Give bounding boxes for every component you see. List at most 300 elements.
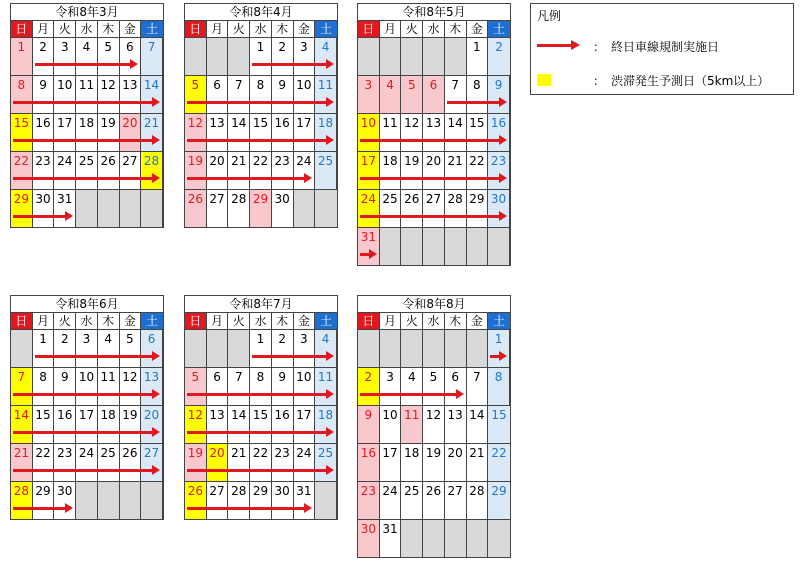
lane-restriction-arrow-icon (360, 177, 501, 180)
day-number: 23 (274, 154, 290, 168)
day-number: 16 (490, 116, 507, 130)
day-cell (401, 482, 423, 519)
weekday-label: 金 (467, 313, 489, 329)
day-number: 24 (296, 446, 312, 460)
day-number: 13 (209, 116, 225, 130)
day-cell (141, 330, 163, 367)
day-number: 3 (364, 78, 373, 92)
day-number: 17 (382, 446, 398, 460)
day-number: 15 (252, 116, 269, 130)
day-number: 16 (57, 408, 73, 422)
day-cell (228, 406, 250, 443)
calendar-title: 令和8年3月 (11, 4, 163, 21)
day-number: 12 (187, 408, 203, 422)
day-cell (401, 444, 423, 481)
day-cell (98, 114, 120, 151)
weekday-label: 水 (76, 21, 98, 37)
day-cell (33, 368, 55, 405)
day-number: 10 (78, 370, 95, 384)
day-number: 21 (469, 446, 485, 460)
day-cell (380, 76, 402, 113)
day-number: 8 (473, 78, 481, 92)
day-cell (141, 444, 163, 481)
week-row (11, 152, 163, 190)
day-number: 5 (429, 370, 438, 384)
week-row (185, 330, 337, 368)
day-number: 11 (382, 116, 398, 130)
day-number: 29 (469, 192, 485, 206)
day-number: 6 (213, 370, 221, 384)
day-cell (141, 76, 163, 113)
day-cell (358, 228, 380, 265)
day-cell (467, 38, 489, 75)
day-number: 9 (278, 78, 286, 92)
day-number: 5 (407, 78, 416, 92)
day-cell (228, 330, 250, 367)
day-cell (207, 330, 229, 367)
day-number: 27 (122, 154, 138, 168)
day-cell (120, 406, 142, 443)
day-cell (141, 114, 163, 151)
day-cell (380, 520, 402, 557)
day-cell (120, 38, 142, 75)
day-cell (250, 444, 272, 481)
day-number: 20 (143, 408, 160, 422)
day-number: 31 (360, 230, 376, 244)
day-number: 16 (274, 408, 290, 422)
day-number: 1 (256, 332, 265, 346)
day-cell (358, 76, 380, 113)
week-row (358, 38, 510, 76)
day-number: 4 (321, 332, 330, 346)
day-cell (445, 114, 467, 151)
day-cell (207, 114, 229, 151)
day-cell (207, 482, 229, 519)
day-number: 9 (494, 78, 503, 92)
day-number: 2 (278, 40, 286, 54)
day-cell (488, 368, 510, 405)
day-number: 14 (13, 408, 29, 422)
day-number: 25 (404, 484, 420, 498)
arrow-icon (537, 44, 573, 47)
day-cell (315, 38, 337, 75)
day-cell (54, 330, 76, 367)
day-cell (358, 152, 380, 189)
day-number: 11 (317, 78, 334, 92)
weekday-label: 月 (207, 313, 229, 329)
day-number: 20 (447, 446, 463, 460)
day-number: 19 (187, 154, 203, 168)
week-row (358, 76, 510, 114)
week-row (11, 190, 163, 227)
day-cell (294, 38, 316, 75)
day-number: 6 (126, 40, 134, 54)
day-number: 4 (82, 40, 91, 54)
day-number: 14 (143, 78, 160, 92)
day-number: 29 (13, 192, 29, 206)
calendar-month (184, 3, 338, 228)
day-cell (207, 152, 229, 189)
day-cell (76, 190, 98, 227)
day-cell (358, 114, 380, 151)
weekday-label: 月 (380, 313, 402, 329)
week-row (185, 152, 337, 190)
legend (530, 3, 794, 95)
day-cell (445, 190, 467, 227)
day-cell (207, 368, 229, 405)
day-number: 27 (447, 484, 463, 498)
lane-restriction-arrow-icon (13, 177, 154, 180)
day-number: 19 (425, 446, 442, 460)
day-number: 5 (104, 40, 112, 54)
day-cell (98, 152, 120, 189)
day-number: 20 (209, 446, 225, 460)
day-number: 6 (147, 332, 156, 346)
day-cell (54, 190, 76, 227)
day-cell (272, 114, 294, 151)
lane-restriction-arrow-icon (187, 469, 328, 472)
day-number: 11 (317, 370, 334, 384)
week-row (358, 152, 510, 190)
day-cell (423, 520, 445, 557)
day-cell (54, 38, 76, 75)
day-number: 30 (490, 192, 507, 206)
weekday-label: 金 (120, 313, 142, 329)
week-row (185, 190, 337, 227)
week-row (185, 76, 337, 114)
day-cell (272, 190, 294, 227)
lane-restriction-arrow-icon (187, 393, 328, 396)
weekday-header (358, 21, 510, 38)
day-cell (98, 76, 120, 113)
day-number: 28 (231, 192, 247, 206)
day-cell (423, 482, 445, 519)
weekday-label: 土 (488, 21, 510, 37)
week-row (185, 482, 337, 519)
day-number: 12 (404, 116, 420, 130)
day-number: 4 (104, 332, 112, 346)
day-number: 28 (143, 154, 160, 168)
day-cell (358, 190, 380, 227)
day-number: 9 (60, 370, 69, 384)
day-cell (294, 152, 316, 189)
day-cell (445, 38, 467, 75)
day-cell (76, 114, 98, 151)
day-cell (228, 190, 250, 227)
day-cell (380, 38, 402, 75)
week-row (185, 444, 337, 482)
day-cell (467, 76, 489, 113)
day-cell (54, 368, 76, 405)
day-cell (11, 444, 33, 481)
week-row (358, 482, 510, 520)
day-cell (488, 228, 510, 265)
lane-restriction-arrow-icon (187, 177, 306, 180)
day-number: 4 (386, 78, 394, 92)
weekday-label: 火 (228, 21, 250, 37)
day-cell (33, 76, 55, 113)
day-number: 13 (209, 408, 225, 422)
day-number: 5 (126, 332, 134, 346)
day-number: 26 (100, 154, 116, 168)
day-number: 13 (143, 370, 160, 384)
day-number: 16 (35, 116, 51, 130)
lane-restriction-arrow-icon (13, 215, 67, 218)
lane-restriction-arrow-icon (13, 101, 154, 104)
day-number: 24 (360, 192, 376, 206)
day-cell (120, 76, 142, 113)
day-cell (315, 76, 337, 113)
lane-restriction-arrow-icon (13, 139, 154, 142)
day-cell (228, 152, 250, 189)
weekday-label: 月 (207, 21, 229, 37)
day-cell (315, 114, 337, 151)
day-cell (380, 406, 402, 443)
day-number: 8 (256, 370, 265, 384)
day-number: 4 (321, 40, 330, 54)
day-number: 11 (100, 370, 116, 384)
weekday-label: 水 (250, 21, 272, 37)
day-number: 13 (447, 408, 463, 422)
day-cell (272, 368, 294, 405)
day-number: 7 (234, 370, 243, 384)
yellow-swatch-icon (537, 74, 551, 86)
day-cell (120, 114, 142, 151)
day-number: 17 (296, 408, 312, 422)
day-cell (228, 76, 250, 113)
day-cell (228, 444, 250, 481)
day-number: 19 (404, 154, 420, 168)
day-number: 18 (317, 116, 334, 130)
weekday-header (185, 21, 337, 38)
weekday-label: 水 (423, 21, 445, 37)
day-number: 7 (17, 370, 26, 384)
day-cell (33, 330, 55, 367)
day-number: 6 (451, 370, 459, 384)
legend-arrow-label: ： 終日車線規制実施日 (593, 40, 720, 54)
weekday-label: 木 (98, 313, 120, 329)
day-number: 12 (187, 116, 203, 130)
day-cell (294, 330, 316, 367)
day-cell (98, 38, 120, 75)
day-cell (33, 152, 55, 189)
week-row (358, 520, 510, 557)
week-row (11, 444, 163, 482)
day-cell (185, 76, 207, 113)
day-cell (98, 406, 120, 443)
day-number: 3 (300, 332, 308, 346)
day-cell (250, 190, 272, 227)
day-number: 3 (386, 370, 394, 384)
calendar-title: 令和8年7月 (185, 296, 337, 313)
day-cell (294, 406, 316, 443)
day-cell (467, 444, 489, 481)
day-cell (401, 368, 423, 405)
weekday-label: 日 (11, 313, 33, 329)
day-number: 1 (17, 40, 26, 54)
day-number: 24 (296, 154, 312, 168)
day-cell (11, 38, 33, 75)
weekday-label: 火 (54, 313, 76, 329)
day-number: 18 (382, 154, 398, 168)
day-number: 28 (13, 484, 29, 498)
day-cell (185, 482, 207, 519)
day-cell (423, 368, 445, 405)
day-number: 20 (425, 154, 442, 168)
day-cell (380, 114, 402, 151)
calendar-month (10, 295, 164, 520)
day-number: 9 (39, 78, 47, 92)
day-cell (33, 482, 55, 519)
day-number: 6 (429, 78, 438, 92)
day-cell (467, 152, 489, 189)
day-number: 17 (78, 408, 95, 422)
day-number: 7 (234, 78, 243, 92)
lane-restriction-arrow-icon (252, 355, 328, 358)
day-number: 5 (191, 370, 200, 384)
day-cell (76, 76, 98, 113)
day-number: 11 (78, 78, 95, 92)
day-cell (401, 406, 423, 443)
lane-restriction-arrow-icon (490, 355, 501, 358)
day-number: 5 (191, 78, 200, 92)
weekday-label: 日 (185, 21, 207, 37)
weekday-label: 火 (228, 313, 250, 329)
day-number: 9 (364, 408, 373, 422)
day-cell (401, 114, 423, 151)
day-number: 10 (360, 116, 376, 130)
day-cell (445, 76, 467, 113)
day-cell (401, 520, 423, 557)
day-cell (98, 190, 120, 227)
day-cell (120, 190, 142, 227)
day-cell (11, 114, 33, 151)
day-cell (272, 76, 294, 113)
day-cell (294, 482, 316, 519)
day-cell (54, 152, 76, 189)
day-cell (294, 114, 316, 151)
day-cell (141, 406, 163, 443)
day-cell (185, 330, 207, 367)
day-cell (141, 482, 163, 519)
week-row (185, 368, 337, 406)
day-number: 1 (39, 332, 47, 346)
day-number: 8 (494, 370, 503, 384)
day-number: 1 (473, 40, 481, 54)
day-cell (423, 406, 445, 443)
week-row (358, 444, 510, 482)
day-number: 30 (35, 192, 51, 206)
day-cell (423, 190, 445, 227)
legend-yellow-label: ： 渋滞発生予測日（5km以上） (593, 74, 770, 88)
weekday-label: 土 (141, 21, 163, 37)
day-cell (294, 76, 316, 113)
week-row (358, 114, 510, 152)
day-cell (380, 152, 402, 189)
day-cell (488, 330, 510, 367)
day-number: 14 (231, 408, 247, 422)
day-cell (120, 330, 142, 367)
day-number: 30 (274, 484, 290, 498)
day-cell (445, 482, 467, 519)
week-row (358, 368, 510, 406)
day-cell (315, 482, 337, 519)
day-cell (185, 190, 207, 227)
weekday-label: 水 (250, 313, 272, 329)
calendar-month (357, 3, 511, 266)
day-cell (250, 152, 272, 189)
day-number: 16 (360, 446, 376, 460)
day-number: 22 (252, 446, 269, 460)
lane-restriction-arrow-icon (252, 63, 328, 66)
day-cell (467, 482, 489, 519)
day-cell (76, 368, 98, 405)
day-number: 13 (122, 78, 138, 92)
weekday-label: 月 (33, 21, 55, 37)
day-number: 26 (187, 192, 203, 206)
day-number: 10 (296, 370, 312, 384)
day-cell (141, 190, 163, 227)
day-number: 27 (209, 192, 225, 206)
day-number: 1 (494, 332, 503, 346)
day-number: 26 (425, 484, 442, 498)
day-cell (423, 76, 445, 113)
day-cell (423, 152, 445, 189)
weekday-label: 日 (185, 313, 207, 329)
day-number: 23 (360, 484, 376, 498)
day-cell (380, 444, 402, 481)
day-number: 15 (13, 116, 29, 130)
lane-restriction-arrow-icon (360, 393, 458, 396)
day-cell (33, 444, 55, 481)
day-cell (185, 444, 207, 481)
day-cell (315, 406, 337, 443)
day-cell (467, 406, 489, 443)
day-cell (250, 76, 272, 113)
day-number: 9 (278, 370, 286, 384)
day-cell (228, 368, 250, 405)
day-cell (54, 114, 76, 151)
day-number: 14 (447, 116, 463, 130)
day-cell (445, 520, 467, 557)
week-row (358, 406, 510, 444)
legend-title: 凡例 (537, 9, 562, 23)
day-number: 3 (60, 40, 69, 54)
day-cell (120, 152, 142, 189)
day-cell (54, 406, 76, 443)
day-number: 17 (360, 154, 376, 168)
day-cell (401, 76, 423, 113)
day-cell (488, 152, 510, 189)
day-cell (315, 368, 337, 405)
day-cell (98, 330, 120, 367)
weekday-label: 金 (294, 21, 316, 37)
day-number: 15 (252, 408, 269, 422)
day-number: 28 (447, 192, 463, 206)
weekday-header (11, 21, 163, 38)
day-number: 18 (404, 446, 420, 460)
day-number: 31 (382, 522, 398, 536)
day-cell (423, 38, 445, 75)
day-cell (141, 38, 163, 75)
day-cell (445, 228, 467, 265)
day-cell (488, 482, 510, 519)
calendar-month (357, 295, 511, 558)
day-cell (488, 444, 510, 481)
day-cell (228, 482, 250, 519)
weekday-label: 木 (445, 21, 467, 37)
week-row (11, 368, 163, 406)
